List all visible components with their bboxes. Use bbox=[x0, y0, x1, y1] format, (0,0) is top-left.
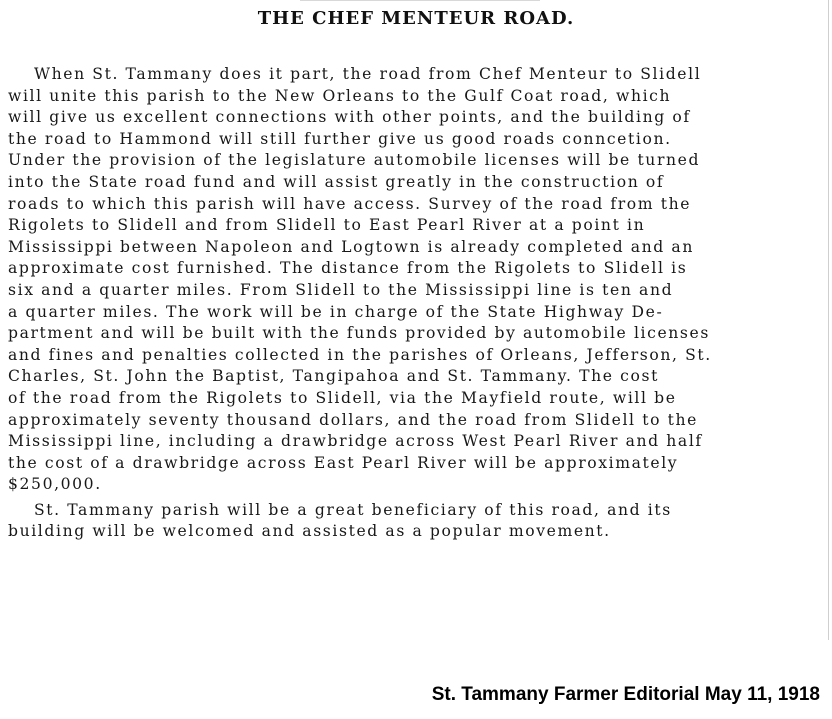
text-line: When St. Tammany does it part, the road from Chef Menteur to Slidell bbox=[34, 65, 702, 83]
text-line: Charles, St. John the Baptist, Tangipahoa and St. Tammany. The cost bbox=[8, 367, 659, 386]
text-line: will unite this parish to the New Orleans to the Gulf Coat road, which bbox=[8, 86, 672, 105]
text-line: building will be welcomed and assisted as a popular movement. bbox=[8, 522, 611, 541]
text-line: six and a quarter miles. From Slidell to the Mississippi line is ten and bbox=[8, 280, 674, 299]
article-paragraph-1 bbox=[8, 64, 816, 496]
text-line: and fines and penalties collected in the parishes of Orleans, Jefferson, St. bbox=[8, 345, 712, 364]
text-line: of the road from the Rigolets to Slidell, via the Mayfield route, will be bbox=[8, 388, 677, 407]
article-headline: THE CHEF MENTEUR ROAD. bbox=[257, 8, 575, 29]
text-line: roads to which this parish will have access. Survey of the road from the bbox=[8, 194, 692, 213]
text-line: the road to Hammond will still further give us good roads conncetion. bbox=[8, 129, 672, 148]
text-line: the cost of a drawbridge across East Pearl River will be approximately bbox=[8, 453, 679, 472]
text-line: approximately seventy thousand dollars, and the road from Slidell to the bbox=[8, 410, 698, 429]
top-rule bbox=[300, 0, 540, 1]
text-line: St. Tammany parish will be a great beneficiary of this road, and its bbox=[34, 500, 672, 519]
clipping-edge bbox=[828, 0, 829, 640]
article-body bbox=[8, 64, 816, 543]
text-line: a quarter miles. The work will be in charge of the State Highway De- bbox=[8, 302, 664, 321]
text-line: Under the provision of the legislature automobile licenses will be turned bbox=[8, 151, 701, 170]
article-paragraph-2 bbox=[8, 500, 816, 543]
text-line: Rigolets to Slidell and from Slidell to East Pearl River at a point in bbox=[8, 216, 646, 235]
text-line: partment and will be built with the funds provided by automobile licenses bbox=[8, 324, 710, 343]
text-line: Mississippi between Napoleon and Logtown is already completed and an bbox=[8, 237, 694, 256]
text-line: will give us excellent connections with other points, and the building of bbox=[8, 108, 691, 127]
source-caption: St. Tammany Farmer Editorial May 11, 1918 bbox=[431, 684, 820, 705]
text-line: approximate cost furnished. The distance from the Rigolets to Slidell is bbox=[8, 259, 688, 278]
text-line: into the State road fund and will assist greatly in the construction of bbox=[8, 172, 665, 191]
text-line: $250,000. bbox=[8, 475, 102, 494]
text-line: Mississippi line, including a drawbridge across West Pearl River and half bbox=[8, 432, 703, 451]
